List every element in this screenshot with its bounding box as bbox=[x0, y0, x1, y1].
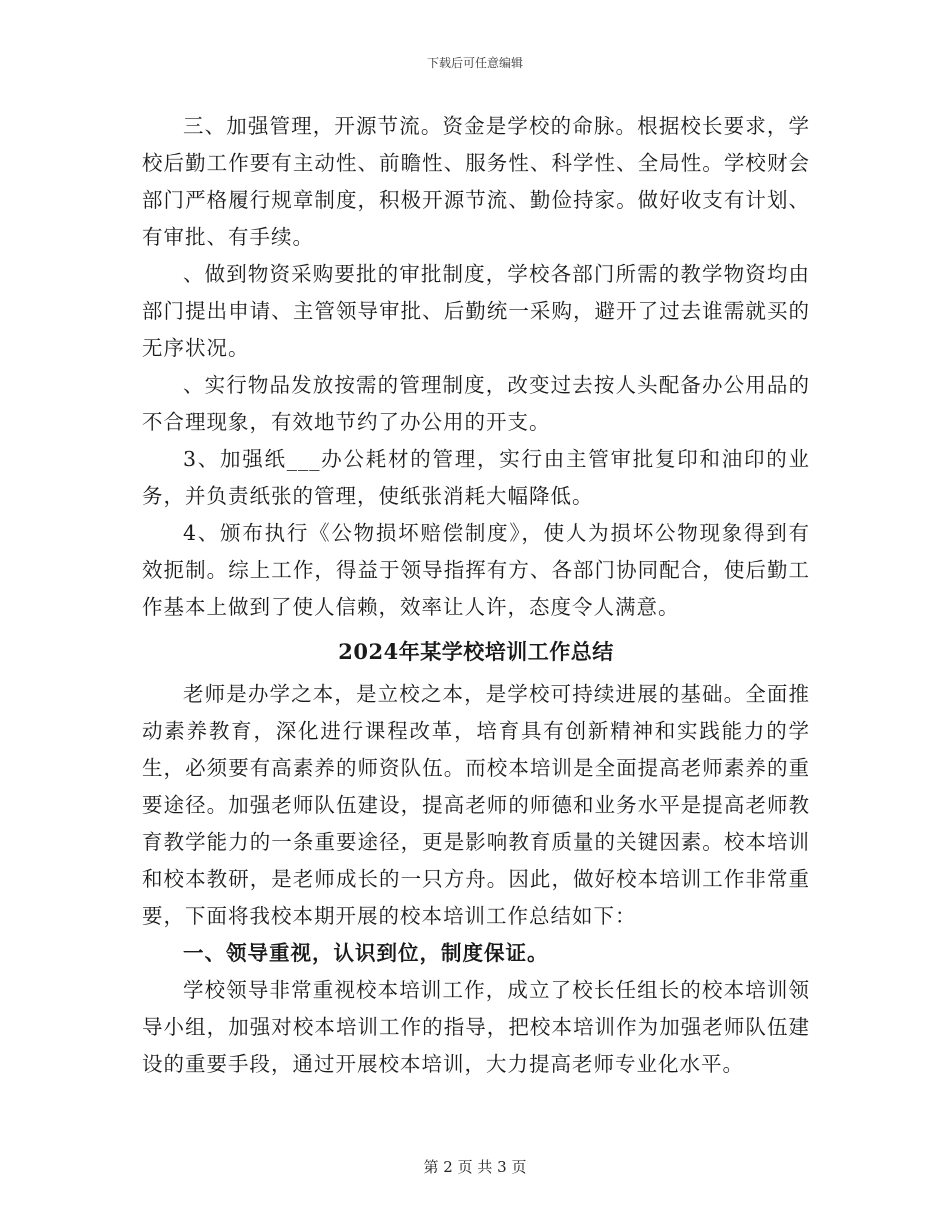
paragraph-procurement: 、做到物资采购要批的审批制度，学校各部门所需的教学物资均由部门提出申请、主管领导审批、后勤统一采购，避开了过去谁需就买的无序状况。 bbox=[142, 262, 810, 360]
paragraph-intro: 老师是办学之本，是立校之本，是学校可持续进展的基础。全面推动素养教育，深化进行课程改革，培育具有创新精神和实践能力的学生，必须要有高素养的师资队伍。而校本培训是全面提高老师素养的重要途径。加强老师队伍建设，提高老师的师德和业务水平是提高老师教育教学能力的一条重要途径，更是影响教育质量的关键因素。校本培训和校本教研，是老师成长的一只方舟。因此，做好校本培训工作非常重要，下面将我校本期开展的校本培训工作总结如下： bbox=[142, 682, 810, 928]
page-number-footer: 第 2 页 共 3 页 bbox=[423, 1158, 527, 1176]
article-title: 2024年某学校培训工作总结 bbox=[338, 639, 614, 664]
page-header-note: 下载后可任意编辑 bbox=[426, 56, 523, 70]
document-body bbox=[142, 108, 810, 1083]
paragraph-paper-consumables: 3、加强纸___办公耗材的管理，实行由主管审批复印和油印的业务，并负责纸张的管理，使纸张消耗大幅降低。 bbox=[142, 447, 810, 508]
paragraph-damage-policy: 4、颁布执行《公物损坏赔偿制度》，使人为损坏公物现象得到有效扼制。综上工作，得益于领导指挥有方、各部门协同配合，使后勤工作基本上做到了使人信赖，效率让人许，态度令人满意。 bbox=[142, 521, 810, 619]
paragraph-management: 三、加强管理，开源节流。资金是学校的命脉。根据校长要求，学校后勤工作要有主动性、前瞻性、服务性、科学性、全局性。学校财会部门严格履行规章制度，积极开源节流、勤俭持家。做好收支有计划、有审批、有手续。 bbox=[142, 114, 810, 249]
paragraph-leadership: 学校领导非常重视校本培训工作，成立了校长任组长的校本培训领导小组，加强对校本培训工作的指导，把校本培训作为加强老师队伍建设的重要手段，通过开展校本培训，大力提高老师专业化水平。 bbox=[142, 978, 810, 1076]
section-heading-leadership: 一、领导重视，认识到位，制度保证。 bbox=[183, 941, 549, 965]
paragraph-distribution: 、实行物品发放按需的管理制度，改变过去按人头配备办公用品的不合理现象，有效地节约了办公用的开支。 bbox=[142, 373, 810, 434]
